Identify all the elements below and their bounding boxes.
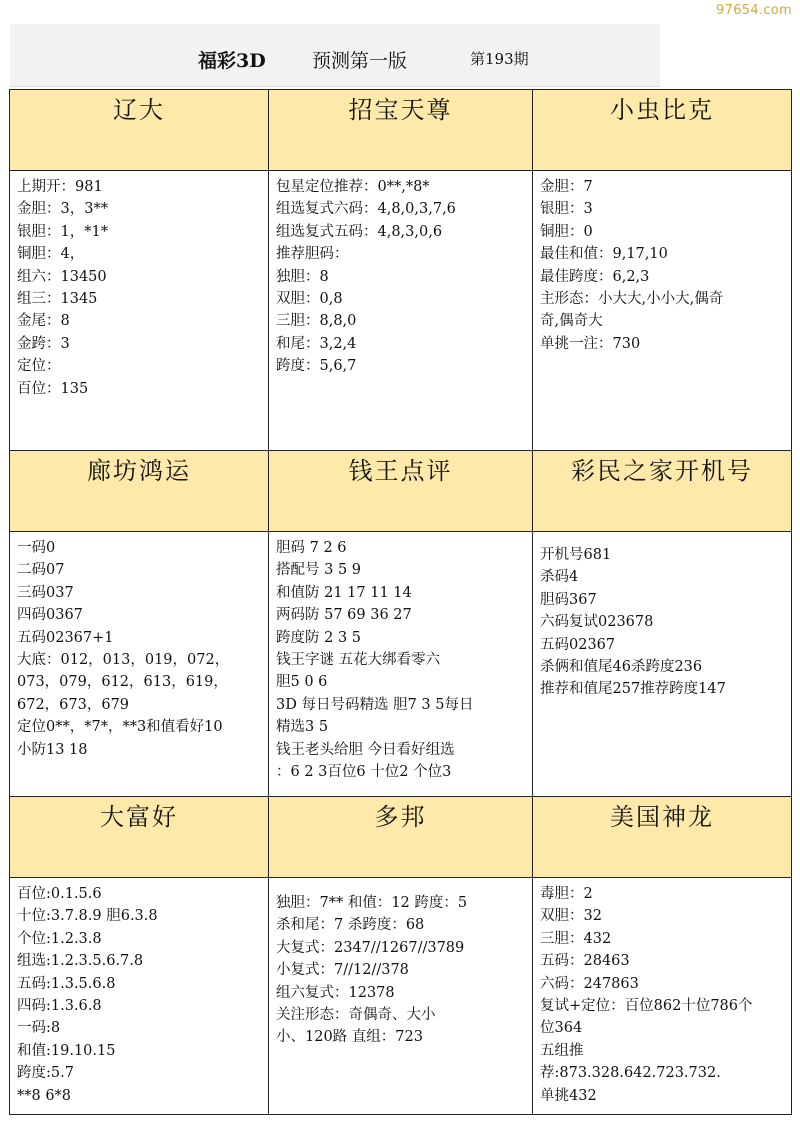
panel-line: 单挑432	[540, 1087, 597, 1104]
panel-line: 胆码367	[540, 591, 597, 608]
panel-body	[269, 878, 533, 1115]
panel-line: 银胆：3	[540, 201, 593, 218]
panel-line: 一码0	[17, 540, 56, 556]
panel-line: ：6 2 3百位6 十位2 个位3	[276, 764, 452, 781]
panel-line: 和值防 21 17 11 14	[276, 584, 412, 601]
panel-title: 美国神龙	[533, 797, 792, 878]
panel-line: 组六：13450	[17, 268, 107, 285]
panel-body	[10, 171, 269, 451]
panel-line: 跨度防 2 3 5	[276, 629, 362, 646]
panel-line: 组选:1.2.3.5.6.7.8	[17, 953, 144, 970]
panel-line: 铜胆：4，	[17, 246, 85, 263]
panel-body	[269, 532, 533, 797]
panel-line: 定位：	[17, 358, 61, 375]
panel-line: 金尾：8	[17, 313, 70, 330]
panel-line: 位364	[540, 1020, 583, 1037]
panel-line: 大复式：2347//1267//3789	[276, 939, 465, 956]
panel-body	[10, 878, 269, 1115]
prediction-grid	[9, 89, 792, 1115]
panel-line: 钱王老头给胆 今日看好组选	[276, 741, 455, 758]
panel-line: 独胆：7** 和值：12 跨度：5	[276, 895, 468, 911]
panel-line: 上期开：981	[17, 179, 103, 195]
panel-line: 杀俩和值尾46杀跨度236	[540, 659, 703, 676]
panel-title: 招宝天尊	[269, 90, 533, 171]
panel-line: 单挑一注：730	[540, 335, 641, 352]
panel-line: 主形态：小大大,小小大,偶奇	[540, 291, 724, 308]
panel-line: 金胆：3，3**	[17, 201, 108, 218]
panel-line: 和尾：3,2,4	[276, 335, 357, 352]
header-edition: 预测第一版	[312, 50, 408, 72]
panel-line: 小、120路 直组：723	[276, 1029, 423, 1046]
panel-title: 大富好	[10, 797, 269, 878]
panel-line: 个位:1.2.3.8	[17, 930, 102, 947]
panel-line: 胆码 7 2 6	[276, 540, 347, 556]
panel-line: 毒胆：2	[540, 886, 593, 902]
panel-line: 两码防 57 69 36 27	[276, 607, 412, 624]
panel-line: 组六复式：12378	[276, 984, 395, 1001]
panel-line: 组选复式六码：4,8,0,3,7,6	[276, 201, 456, 218]
panel-line: 五组推	[540, 1042, 584, 1059]
panel-line: 跨度：5,6,7	[276, 358, 357, 375]
header-issue: 第193期	[470, 50, 529, 68]
panel-line: 三胆：8,8,0	[276, 313, 357, 330]
panel-line: 二码07	[17, 562, 65, 579]
panel-line: 钱王字谜 五花大绑看零六	[276, 652, 441, 669]
panel-line: 五码：28463	[540, 953, 630, 970]
panel-line: 复试+定位：百位862十位786个	[540, 998, 753, 1015]
panel-title: 多邦	[269, 797, 533, 878]
panel-line: 金跨：3	[17, 335, 70, 352]
panel-line: 672，673，679	[17, 696, 130, 713]
panel-line: 包星定位推荐：0**,*8*	[276, 179, 430, 195]
panel-line: 大底：012，013，019，072，	[17, 652, 230, 669]
panel-line: 定位0**，*7*，**3和值看好10	[17, 719, 223, 736]
panel-line: 杀码4	[540, 569, 579, 586]
panel-line: 奇,偶奇大	[540, 313, 603, 330]
panel-line: 跨度:5.7	[17, 1065, 74, 1082]
panel-body	[533, 878, 792, 1115]
panel-line: 五码02367+1	[17, 629, 114, 646]
panel-line: 推荐胆码：	[276, 246, 349, 263]
panel-title: 小虫比克	[533, 90, 792, 171]
panel-line: 小复式：7//12//378	[276, 962, 409, 979]
panel-line: 三胆：432	[540, 930, 612, 947]
panel-body	[533, 532, 792, 797]
panel-line: 3D 每日号码精选 胆7 3 5每日	[276, 696, 474, 713]
header-title: 福彩3D	[198, 50, 266, 72]
panel-line: 百位：135	[17, 380, 89, 397]
panel-line: 四码:1.3.6.8	[17, 998, 102, 1015]
panel-title: 钱王点评	[269, 451, 533, 532]
panel-body	[10, 532, 269, 797]
panel-line: 六码复试023678	[540, 614, 654, 631]
panel-line: 073，079，612，613，619，	[17, 674, 228, 691]
panel-line: 精选3 5	[276, 719, 329, 736]
panel-line: 一码:8	[17, 1020, 61, 1037]
panel-line: **8 6*8	[17, 1087, 72, 1104]
panel-line: 组三：1345	[17, 291, 98, 308]
panel-line: 搭配号 3 5 9	[276, 562, 362, 579]
panel-line: 铜胆：0	[540, 223, 593, 240]
panel-body	[533, 171, 792, 451]
panel-line: 独胆：8	[276, 268, 329, 285]
panel-title: 彩民之家开机号	[533, 451, 792, 532]
watermark-text: 97654.com	[716, 3, 792, 18]
panel-line: 开机号681	[540, 547, 612, 563]
panel-body	[269, 171, 533, 451]
panel-line: 六码：247863	[540, 975, 639, 992]
panel-line: 百位:0.1.5.6	[17, 886, 102, 902]
panel-line: 银胆：1，*1*	[17, 223, 108, 240]
panel-line: 十位:3.7.8.9 胆6.3.8	[17, 908, 158, 925]
panel-line: 四码0367	[17, 607, 83, 624]
panel-line: 胆5 0 6	[276, 674, 328, 691]
panel-line: 五码02367	[540, 636, 616, 653]
panel-line: 三码037	[17, 584, 74, 601]
panel-line: 小防13 18	[17, 741, 88, 758]
panel-line: 双胆：0,8	[276, 291, 343, 308]
panel-title: 辽大	[10, 90, 269, 171]
panel-line: 和值:19.10.15	[17, 1042, 116, 1059]
panel-line: 关注形态：奇偶奇、大小	[276, 1007, 436, 1024]
panel-title: 廊坊鸿运	[10, 451, 269, 532]
panel-line: 推荐和值尾257推荐跨度147	[540, 681, 726, 698]
panel-line: 五码:1.3.5.6.8	[17, 975, 116, 992]
panel-line: 组选复式五码：4,8,3,0,6	[276, 223, 443, 240]
panel-line: 杀和尾：7 杀跨度：68	[276, 917, 425, 934]
panel-line: 荐:873.328.642.723.732.	[540, 1065, 721, 1082]
panel-line: 双胆：32	[540, 908, 602, 925]
panel-line: 金胆：7	[540, 179, 593, 195]
panel-line: 最佳跨度：6,2,3	[540, 268, 650, 285]
panel-line: 最佳和值：9,17,10	[540, 246, 668, 263]
